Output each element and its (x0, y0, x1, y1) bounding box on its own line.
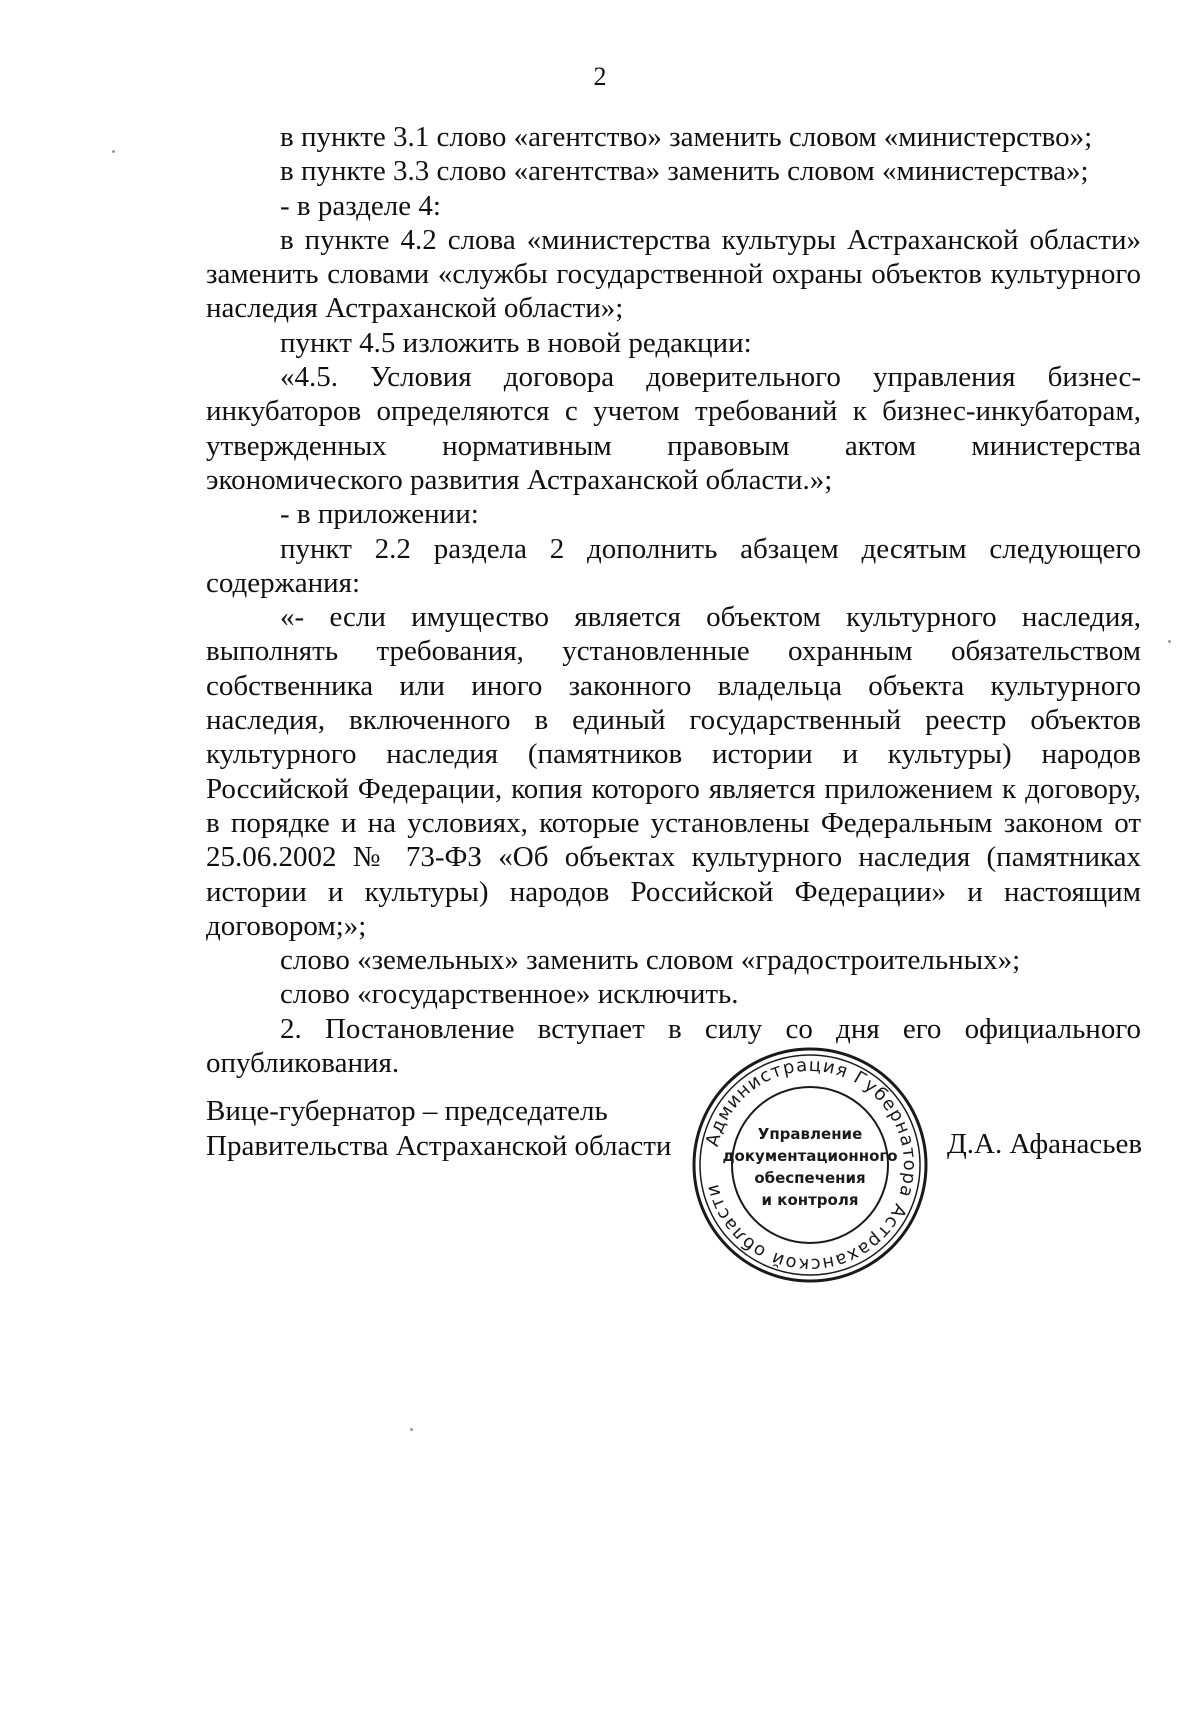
body-paragraph: - в разделе 4: (280, 189, 441, 222)
page-number: 2 (593, 62, 607, 91)
seal-line-1: Управление (757, 1125, 863, 1143)
seal-line-2: документационного (722, 1147, 898, 1165)
seal-line-3: обеспечения (754, 1169, 866, 1187)
body-paragraph: пункт 4.5 изложить в новой редакции: (280, 326, 752, 359)
body-paragraph: в пункте 4.2 слова «министерства культуры Астраханской области» заменить словами «службы государственной охраны объектов культурного наследия Астраханской области»; (206, 223, 1141, 325)
scan-speck (410, 1428, 413, 1431)
signature-position-line-2: Правительства Астраханской области (206, 1130, 672, 1162)
body-paragraph: в пункте 3.3 слово «агентства» заменить словом «министерства»; (280, 155, 1089, 188)
signature-position-line-1: Вице-губернатор – председатель (206, 1095, 608, 1127)
body-paragraph: - в приложении: (280, 498, 479, 531)
body-paragraph: в пункте 3.1 слово «агентство» заменить словом «министерство»; (280, 121, 1093, 153)
seal-line-4: и контроля (761, 1191, 859, 1209)
signatory-name: Д.А. Афанасьев (947, 1128, 1143, 1160)
body-paragraph: слово «государственное» исключить. (280, 978, 739, 1011)
document-body (206, 120, 1141, 1080)
body-paragraph: 2. Постановление вступает в силу со дня его официального опубликования. (206, 1012, 1141, 1080)
signature-position (206, 1094, 671, 1164)
scan-speck (112, 150, 115, 153)
body-paragraph: «- если имущество является объектом культурного наследия, выполнять требования, установленные охранным обязательством собственника или иного законного владельца объекта культурного наследия, включенного в единый государственный реестр объектов культурного наследия (памятников истории и культуры) народов Российской Федерации, копия которого является приложением к договору, в порядке и на условиях, которые установлены Федеральным законом от 25.06.2002 № 73-ФЗ «Об объектах культурного наследия (памятниках истории и культуры) народов Российской Федерации» и настоящим договором;»; (206, 601, 1141, 942)
scan-speck (1168, 640, 1171, 643)
body-paragraph: пункт 2.2 раздела 2 дополнить абзацем десятым следующего содержания: (206, 532, 1141, 599)
body-paragraph: «4.5. Условия договора доверительного управления бизнес-инкубаторов определяются с учетом требований к бизнес-инкубаторам, утвержденных нормативным правовым актом министерства экономического развития Астраханской области.»; (206, 361, 1141, 496)
body-paragraph: слово «земельных» заменить словом «градостроительных»; (280, 944, 1021, 977)
seal-outer-text: Администрация Губернатора Астраханской области (701, 1054, 921, 1276)
official-seal (690, 1045, 930, 1285)
